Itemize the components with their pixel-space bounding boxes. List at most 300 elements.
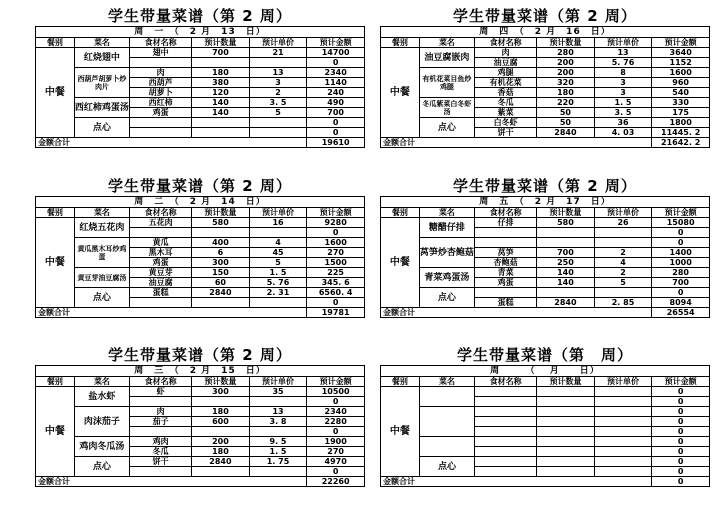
header-est-qty: 预计数量 [537, 208, 595, 218]
header-row [381, 38, 710, 48]
header-dish-name: 菜名 [74, 377, 129, 387]
cell-qty [192, 128, 250, 138]
cell-amount: 700 [307, 108, 365, 118]
cell-price: 3 [594, 78, 652, 88]
dish-name-cell: 红烧翅中 [74, 48, 129, 68]
header-dish-name: 菜名 [419, 377, 474, 387]
cell-ingredient [475, 397, 537, 407]
cell-ingredient: 油豆腐 [475, 58, 537, 68]
cell-price: 3 [249, 78, 307, 88]
header-est-qty: 预计数量 [537, 38, 595, 48]
cell-price: 4. 03 [594, 128, 652, 138]
cell-amount: 0 [307, 397, 365, 407]
header-ingredient: 食材名称 [475, 377, 537, 387]
cell-qty: 140 [537, 278, 595, 288]
panel-title: 学生带量菜谱（第 2 周） [453, 177, 637, 195]
cell-qty: 280 [537, 48, 595, 58]
cell-ingredient: 鸡肉 [130, 437, 192, 447]
menu-table [380, 196, 710, 318]
cell-price: 13 [249, 407, 307, 417]
header-dish-name: 菜名 [419, 208, 474, 218]
cell-ingredient [475, 417, 537, 427]
header-row [381, 208, 710, 218]
cell-price: 35 [249, 387, 307, 397]
cell-price: 3. 8 [249, 417, 307, 427]
header-est-amount: 预计金额 [652, 377, 710, 387]
cell-qty [192, 228, 250, 238]
cell-qty: 2840 [537, 128, 595, 138]
cell-qty: 200 [192, 437, 250, 447]
panel-title: 学生带量菜谱（第 2 周） [108, 346, 292, 364]
cell-price: 5 [594, 278, 652, 288]
meal-type-cell: 中餐 [36, 387, 75, 477]
cell-qty: 600 [192, 417, 250, 427]
cell-qty: 2840 [192, 288, 250, 298]
cell-price [594, 437, 652, 447]
cell-ingredient: 白冬虾 [475, 118, 537, 128]
total-label: 金额合计 [36, 308, 307, 318]
header-est-qty: 预计数量 [192, 38, 250, 48]
cell-qty: 2840 [192, 457, 250, 467]
cell-amount: 9280 [307, 218, 365, 228]
cell-ingredient [475, 238, 537, 248]
cell-price: 1. 75 [249, 457, 307, 467]
cell-price: 2 [594, 268, 652, 278]
cell-qty: 700 [192, 48, 250, 58]
cell-ingredient: 鸡蛋 [130, 108, 192, 118]
cell-price [594, 387, 652, 397]
header-meal-type: 餐别 [381, 208, 420, 218]
cell-qty: 580 [192, 218, 250, 228]
dish-name-cell: 盐水虾 [74, 387, 129, 407]
table-row [36, 98, 365, 108]
cell-qty [192, 397, 250, 407]
cell-amount: 1400 [652, 248, 710, 258]
cell-amount: 240 [307, 88, 365, 98]
cell-ingredient [130, 58, 192, 68]
meal-type-cell: 中餐 [381, 387, 420, 477]
header-est-amount: 预计金额 [652, 208, 710, 218]
dish-name-cell: 西葫芦胡萝卜炒肉片 [74, 68, 129, 98]
cell-ingredient [475, 437, 537, 447]
cell-amount: 1140 [307, 78, 365, 88]
total-row [36, 308, 365, 318]
cell-qty [192, 58, 250, 68]
cell-price [249, 128, 307, 138]
menu-panel-thu [380, 6, 710, 148]
header-dish-name: 菜名 [74, 38, 129, 48]
cell-ingredient: 黄豆芽 [130, 268, 192, 278]
cell-qty: 180 [192, 68, 250, 78]
header-meal-type: 餐别 [36, 208, 75, 218]
cell-ingredient [130, 298, 192, 308]
header-row [36, 208, 365, 218]
menu-panel-blank [380, 345, 710, 487]
total-row [381, 308, 710, 318]
dish-name-cell: 点心 [419, 288, 474, 308]
dish-name-cell [419, 437, 474, 457]
menu-table [35, 365, 365, 487]
cell-ingredient: 杏鲍菇 [475, 258, 537, 268]
cell-amount: 330 [652, 98, 710, 108]
table-row [381, 118, 710, 128]
cell-amount: 0 [307, 58, 365, 68]
cell-amount: 2280 [307, 417, 365, 427]
dish-name-cell: 点心 [74, 118, 129, 138]
cell-ingredient: 饼干 [130, 457, 192, 467]
cell-price: 2 [249, 88, 307, 98]
total-amount: 21642. 2 [652, 138, 710, 148]
cell-qty [537, 238, 595, 248]
total-row [381, 138, 710, 148]
cell-qty [537, 407, 595, 417]
header-est-qty: 预计数量 [192, 208, 250, 218]
total-amount: 19781 [307, 308, 365, 318]
header-est-price: 预计单价 [594, 377, 652, 387]
cell-amount: 0 [307, 128, 365, 138]
header-dish-name: 菜名 [419, 38, 474, 48]
panel-title: 学生带量菜谱（第 周） [456, 346, 633, 364]
cell-qty [537, 397, 595, 407]
table-row [36, 437, 365, 447]
cell-qty: 50 [537, 118, 595, 128]
total-label: 金额合计 [36, 138, 307, 148]
cell-qty: 250 [537, 258, 595, 268]
meal-type-cell: 中餐 [36, 218, 75, 308]
cell-qty [537, 417, 595, 427]
cell-amount: 2340 [307, 68, 365, 78]
total-amount: 26554 [652, 308, 710, 318]
cell-ingredient: 鸡腿 [475, 68, 537, 78]
cell-qty: 60 [192, 278, 250, 288]
cell-ingredient [475, 387, 537, 397]
cell-qty: 2840 [537, 298, 595, 308]
header-meal-type: 餐别 [36, 377, 75, 387]
table-row [381, 437, 710, 447]
table-row [381, 457, 710, 467]
cell-amount: 1152 [652, 58, 710, 68]
cell-amount: 14700 [307, 48, 365, 58]
total-row [36, 138, 365, 148]
day-label: 周 三 （ 2 月 15 日） [36, 366, 365, 377]
table-row [36, 457, 365, 467]
meal-type-cell: 中餐 [381, 48, 420, 138]
header-est-price: 预计单价 [249, 208, 307, 218]
panel-title: 学生带量菜谱（第 2 周） [108, 177, 292, 195]
cell-price: 4 [594, 258, 652, 268]
table-row [381, 98, 710, 108]
header-ingredient: 食材名称 [130, 208, 192, 218]
cell-ingredient [130, 118, 192, 128]
total-amount: 22260 [307, 477, 365, 487]
cell-amount: 8094 [652, 298, 710, 308]
cell-amount: 2340 [307, 407, 365, 417]
header-est-qty: 预计数量 [537, 377, 595, 387]
cell-price: 1. 5 [594, 98, 652, 108]
cell-price: 5. 76 [594, 58, 652, 68]
cell-ingredient [130, 228, 192, 238]
cell-amount: 0 [307, 298, 365, 308]
table-row [36, 268, 365, 278]
cell-amount: 225 [307, 268, 365, 278]
cell-amount: 175 [652, 108, 710, 118]
cell-qty [537, 467, 595, 477]
cell-amount: 0 [652, 228, 710, 238]
cell-ingredient [475, 447, 537, 457]
cell-qty [192, 298, 250, 308]
cell-price: 13 [249, 68, 307, 78]
cell-qty [192, 118, 250, 128]
header-row [36, 38, 365, 48]
cell-ingredient: 油豆腐 [130, 278, 192, 288]
cell-qty [192, 427, 250, 437]
meal-type-cell: 中餐 [381, 218, 420, 308]
cell-ingredient [130, 467, 192, 477]
cell-price [249, 118, 307, 128]
header-est-amount: 预计金额 [652, 38, 710, 48]
menu-panel-tue [35, 176, 365, 318]
cell-amount: 0 [307, 467, 365, 477]
cell-price: 26 [594, 218, 652, 228]
cell-amount: 0 [307, 427, 365, 437]
cell-ingredient: 青菜 [475, 268, 537, 278]
dish-name-cell: 点心 [74, 457, 129, 477]
cell-amount: 1600 [307, 238, 365, 248]
cell-qty [537, 387, 595, 397]
table-row [381, 407, 710, 417]
total-label: 金额合计 [381, 138, 652, 148]
header-ingredient: 食材名称 [475, 208, 537, 218]
cell-ingredient: 饼干 [475, 128, 537, 138]
cell-amount: 15080 [652, 218, 710, 228]
dish-name-cell: 点心 [419, 457, 474, 477]
cell-price: 1. 5 [249, 268, 307, 278]
cell-price: 8 [594, 68, 652, 78]
cell-ingredient [475, 467, 537, 477]
day-label: 周 二 （ 2 月 14 日） [36, 197, 365, 208]
header-row [381, 377, 710, 387]
cell-ingredient: 有机花菜 [475, 78, 537, 88]
cell-price: 2. 31 [249, 288, 307, 298]
cell-ingredient: 茄子 [130, 417, 192, 427]
header-est-price: 预计单价 [594, 208, 652, 218]
dish-name-cell: 糖醋仔排 [419, 218, 474, 238]
header-est-price: 预计单价 [594, 38, 652, 48]
dish-name-cell: 青菜鸡蛋汤 [419, 268, 474, 288]
cell-qty: 180 [537, 88, 595, 98]
day-row [381, 27, 710, 38]
cell-ingredient [475, 457, 537, 467]
cell-amount: 960 [652, 78, 710, 88]
cell-price [594, 417, 652, 427]
cell-ingredient: 蛋糕 [130, 288, 192, 298]
cell-ingredient: 鸡蛋 [130, 258, 192, 268]
header-est-amount: 预计金额 [307, 208, 365, 218]
cell-amount: 10500 [307, 387, 365, 397]
dish-name-cell: 冬瓜紫菜白冬虾汤 [419, 98, 474, 118]
table-row [36, 238, 365, 248]
header-row [36, 377, 365, 387]
total-label: 金额合计 [381, 308, 652, 318]
table-row [36, 218, 365, 228]
cell-ingredient: 肉 [130, 68, 192, 78]
total-amount: 19610 [307, 138, 365, 148]
total-row [381, 477, 710, 487]
dish-name-cell: 点心 [74, 288, 129, 308]
cell-amount: 700 [652, 278, 710, 288]
day-label: 周 （ 月 日） [381, 366, 710, 377]
dish-name-cell [419, 387, 474, 407]
cell-price: 3. 5 [249, 98, 307, 108]
cell-price: 45 [249, 248, 307, 258]
header-dish-name: 菜名 [74, 208, 129, 218]
cell-qty [537, 437, 595, 447]
cell-price: 1. 5 [249, 447, 307, 457]
cell-price [594, 407, 652, 417]
cell-price [249, 467, 307, 477]
cell-price [594, 288, 652, 298]
total-label: 金额合计 [36, 477, 307, 487]
cell-amount: 540 [652, 88, 710, 98]
dish-name-cell: 黄豆芽油豆腐汤 [74, 268, 129, 288]
table-row [36, 387, 365, 397]
table-row [381, 218, 710, 228]
cell-price [594, 457, 652, 467]
cell-price: 4 [249, 238, 307, 248]
day-label: 周 五 （ 2 月 17 日） [381, 197, 710, 208]
cell-qty [537, 288, 595, 298]
cell-price [249, 228, 307, 238]
cell-amount: 0 [652, 288, 710, 298]
cell-price [594, 397, 652, 407]
cell-qty: 400 [192, 238, 250, 248]
cell-amount: 270 [307, 248, 365, 258]
cell-qty: 140 [192, 108, 250, 118]
cell-price: 9. 5 [249, 437, 307, 447]
menu-table [380, 26, 710, 148]
header-meal-type: 餐别 [36, 38, 75, 48]
cell-ingredient: 五花肉 [130, 218, 192, 228]
menu-table [35, 196, 365, 318]
cell-amount: 1800 [652, 118, 710, 128]
cell-qty [537, 228, 595, 238]
table-row [36, 407, 365, 417]
header-est-amount: 预计金额 [307, 377, 365, 387]
cell-price: 21 [249, 48, 307, 58]
cell-ingredient [475, 288, 537, 298]
meal-type-cell: 中餐 [36, 48, 75, 138]
cell-amount: 0 [307, 118, 365, 128]
cell-qty: 380 [192, 78, 250, 88]
cell-qty [537, 457, 595, 467]
cell-qty: 580 [537, 218, 595, 228]
menu-table [380, 365, 710, 487]
cell-ingredient: 蛋糕 [475, 298, 537, 308]
dish-name-cell: 西红柿鸡蛋汤 [74, 98, 129, 118]
cell-price: 2. 85 [594, 298, 652, 308]
table-row [36, 68, 365, 78]
panel-title: 学生带量菜谱（第 2 周） [453, 7, 637, 25]
cell-amount: 1500 [307, 258, 365, 268]
cell-qty: 6 [192, 248, 250, 258]
cell-ingredient [130, 128, 192, 138]
dish-name-cell: 莴笋炒杏鲍菇 [419, 238, 474, 268]
cell-ingredient: 冬瓜 [130, 447, 192, 457]
cell-amount: 490 [307, 98, 365, 108]
cell-price: 36 [594, 118, 652, 128]
dish-name-cell: 肉沫茄子 [74, 407, 129, 437]
table-row [381, 268, 710, 278]
table-row [381, 387, 710, 397]
cell-qty: 200 [537, 58, 595, 68]
cell-amount: 0 [652, 407, 710, 417]
cell-qty [537, 427, 595, 437]
total-label: 金额合计 [381, 477, 652, 487]
day-row [36, 27, 365, 38]
table-row [36, 48, 365, 58]
cell-amount: 0 [307, 228, 365, 238]
cell-price: 5 [249, 258, 307, 268]
cell-ingredient: 虾 [130, 387, 192, 397]
cell-amount: 1600 [652, 68, 710, 78]
dish-name-cell: 鸡肉冬瓜汤 [74, 437, 129, 457]
cell-amount: 0 [652, 457, 710, 467]
cell-price [594, 228, 652, 238]
header-est-qty: 预计数量 [192, 377, 250, 387]
day-label: 周 一 （ 2 月 13 日） [36, 27, 365, 38]
header-meal-type: 餐别 [381, 377, 420, 387]
cell-amount: 345. 6 [307, 278, 365, 288]
dish-name-cell [419, 407, 474, 437]
cell-ingredient: 肉 [475, 48, 537, 58]
cell-qty: 140 [537, 268, 595, 278]
cell-ingredient [130, 397, 192, 407]
cell-qty: 320 [537, 78, 595, 88]
cell-amount: 0 [652, 467, 710, 477]
cell-amount: 1900 [307, 437, 365, 447]
cell-price: 16 [249, 218, 307, 228]
cell-ingredient: 黄瓜 [130, 238, 192, 248]
menu-table [35, 26, 365, 148]
dish-name-cell: 黄瓜黑木耳炒鸡蛋 [74, 238, 129, 268]
day-row [381, 366, 710, 377]
cell-amount: 0 [652, 387, 710, 397]
cell-amount: 3640 [652, 48, 710, 58]
table-row [381, 68, 710, 78]
header-ingredient: 食材名称 [475, 38, 537, 48]
table-row [381, 288, 710, 298]
cell-qty: 180 [192, 407, 250, 417]
cell-amount: 0 [652, 397, 710, 407]
cell-price [594, 238, 652, 248]
cell-price [249, 397, 307, 407]
dish-name-cell: 有机花菜目鱼炒鸡腿 [419, 68, 474, 98]
cell-amount: 0 [652, 437, 710, 447]
cell-ingredient: 西红柿 [130, 98, 192, 108]
dish-name-cell: 油豆腐嵌肉 [419, 48, 474, 68]
total-row [36, 477, 365, 487]
header-ingredient: 食材名称 [130, 377, 192, 387]
table-row [36, 288, 365, 298]
cell-ingredient: 肉 [130, 407, 192, 417]
table-row [36, 118, 365, 128]
cell-qty: 200 [537, 68, 595, 78]
menu-panel-wed [35, 345, 365, 487]
cell-price [249, 58, 307, 68]
header-meal-type: 餐别 [381, 38, 420, 48]
cell-price: 3. 5 [594, 108, 652, 118]
cell-ingredient: 胡萝卜 [130, 88, 192, 98]
